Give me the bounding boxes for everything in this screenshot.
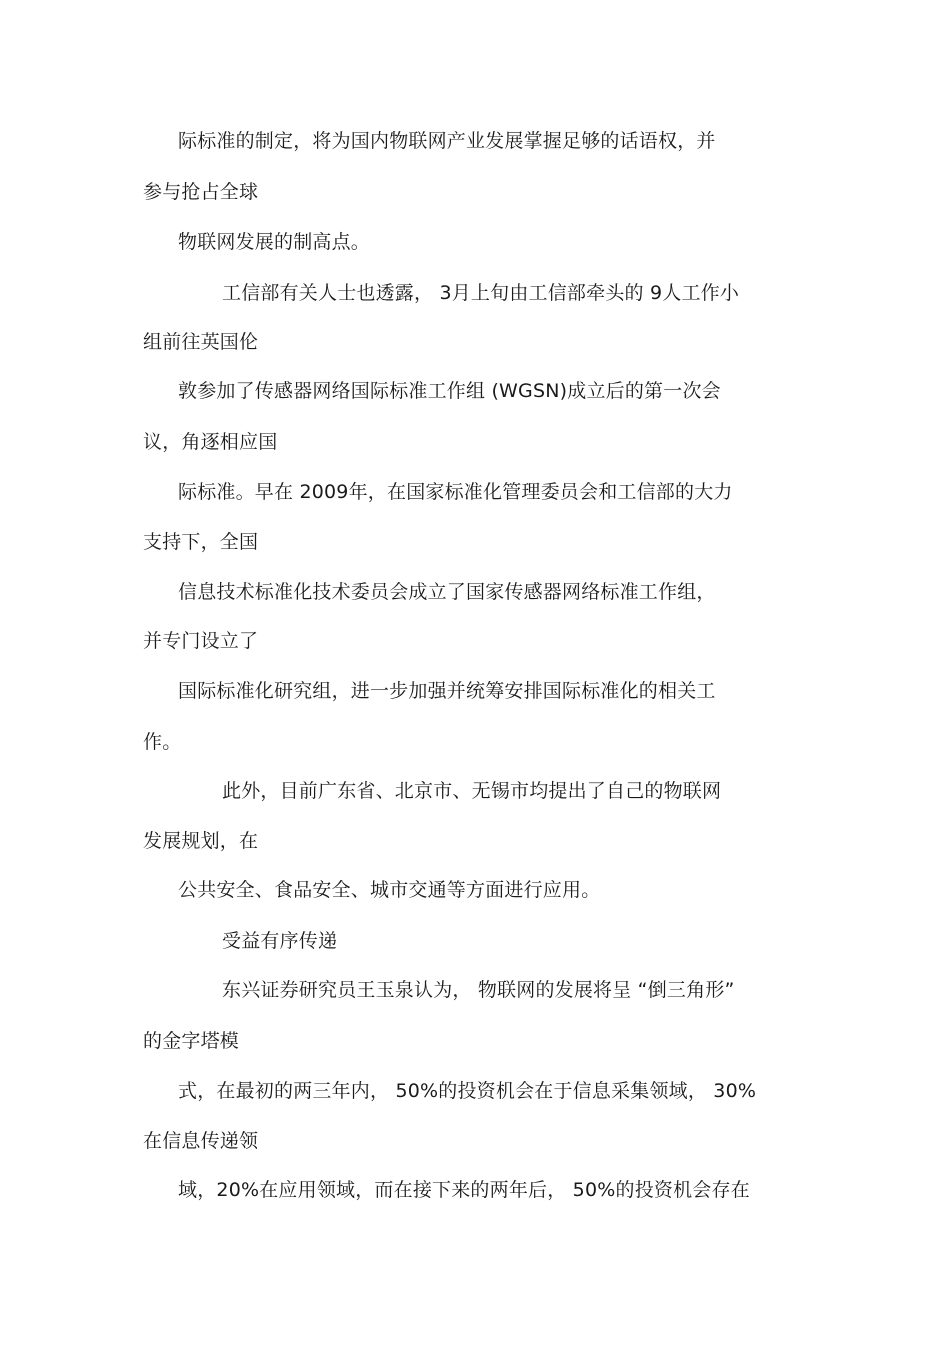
text-line: 敦参加了传感器网络国际标准工作组 (WGSN)成立后的第一次会 <box>178 380 721 402</box>
text-line: 物联网发展的制高点。 <box>178 231 371 253</box>
text-line: 式，在最初的两三年内， 50%的投资机会在于信息采集领域， 30% <box>178 1080 757 1102</box>
text-line: 组前往英国伦 <box>143 331 259 353</box>
text-line: 议，角逐相应国 <box>143 431 278 453</box>
text-line: 域，20%在应用领域，而在接下来的两年后， 50%的投资机会存在 <box>178 1179 750 1201</box>
text-line: 信息技术标准化技术委员会成立了国家传感器网络标准工作组， <box>178 581 716 603</box>
text-line: 作。 <box>143 731 182 753</box>
text-line: 际标准。早在 2009年，在国家标准化管理委员会和工信部的大力 <box>178 481 733 503</box>
section-heading: 受益有序传递 <box>222 930 338 952</box>
text-line: 并专门设立了 <box>143 630 259 652</box>
text-line: 参与抢占全球 <box>143 181 259 203</box>
text-line: 公共安全、食品安全、城市交通等方面进行应用。 <box>178 879 601 901</box>
text-line: 工信部有关人士也透露， 3月上旬由工信部牵头的 9人工作小 <box>222 282 740 304</box>
text-line: 支持下，全国 <box>143 531 259 553</box>
text-line: 际标准的制定，将为国内物联网产业发展掌握足够的话语权，并 <box>178 130 716 152</box>
text-line: 此外，目前广东省、北京市、无锡市均提出了自己的物联网 <box>222 780 722 802</box>
text-line: 的金字塔模 <box>143 1030 240 1052</box>
text-line: 在信息传递领 <box>143 1130 259 1152</box>
text-line: 国际标准化研究组，进一步加强并统筹安排国际标准化的相关工 <box>178 680 716 702</box>
text-line: 发展规划，在 <box>143 830 259 852</box>
text-line: 东兴证券研究员王玉泉认为， 物联网的发展将呈 “倒三角形” <box>222 979 735 1001</box>
